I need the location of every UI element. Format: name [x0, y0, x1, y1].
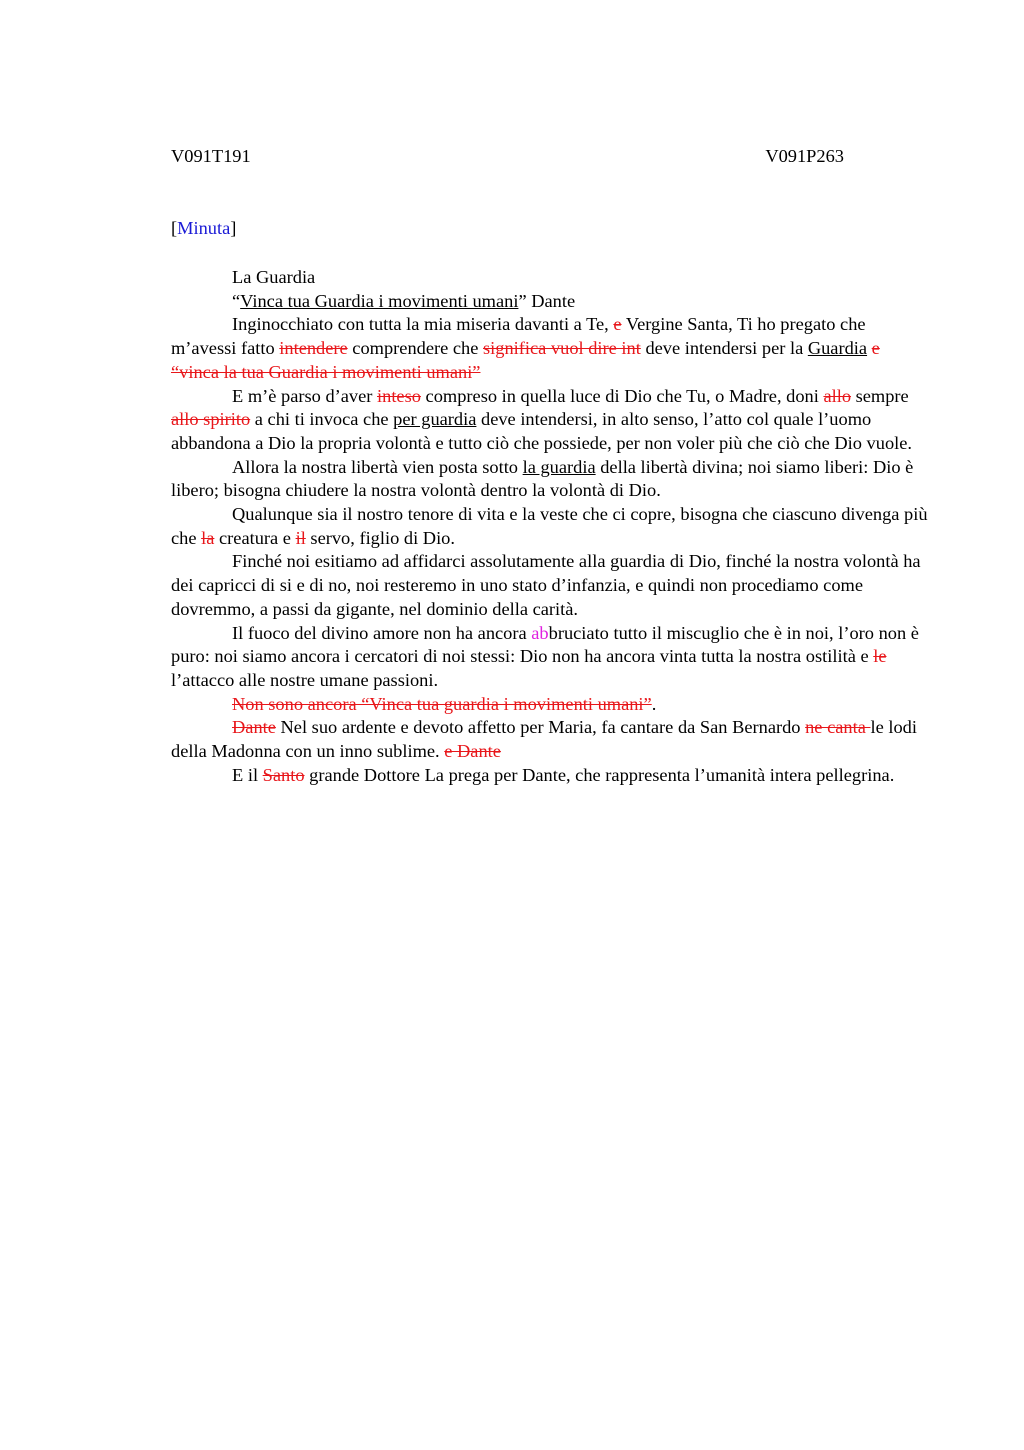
text-segment: deve intendersi, in alto senso, l’atto col quale l’uomo abbandona a Dio la propria volontà e tutto ciò che possiede, per non voler più che ciò che Dio vuole.	[171, 409, 913, 453]
deleted-text: il	[295, 527, 306, 548]
deleted-text: intendere	[279, 338, 348, 359]
paragraph-1	[171, 313, 931, 384]
text-segment: .	[651, 693, 657, 714]
deleted-text: allo spirito	[171, 409, 251, 430]
paragraph-9	[171, 764, 931, 788]
text-segment: Vergine Santa, Ti ho pregato che m’avessi fatto	[171, 314, 866, 359]
deleted-text: inteso	[377, 385, 421, 406]
deleted-text: la	[201, 527, 215, 548]
underlined-text: la guardia	[522, 456, 596, 477]
text-segment: creatura e	[214, 527, 296, 548]
paragraph-6	[171, 622, 931, 693]
deleted-text: le	[873, 646, 887, 667]
volume-code-left: V091T191	[171, 146, 251, 166]
text-segment: Finché noi esitiamo ad affidarci assolutamente alla guardia di Dio, finché la nostra volontà ha dei capricci di si e di no, noi resteremo in uno stato d’infanzia, e quindi non procediamo come dovremmo, a passi da gigante, nel dominio della carità.	[171, 551, 921, 619]
epigraph-quote: Vinca tua Guardia i movimenti umani	[240, 290, 519, 311]
minuta-text: Minuta	[177, 218, 231, 238]
text-segment: grande Dottore La prega per Dante, che rappresenta l’umanità intera pellegrina.	[304, 764, 895, 785]
text-segment: della libertà divina; noi siamo liberi: Dio è libero; bisogna chiudere la nostra volontà dentro la volontà di Dio.	[171, 456, 914, 501]
text-segment: Qualunque sia il nostro tenore di vita e la veste che ci copre, bisogna che ciascuno divenga più che	[171, 504, 928, 548]
text-segment: compreso in quella luce di Dio che Tu, o Madre, doni	[420, 385, 824, 406]
paragraph-3	[171, 456, 931, 503]
text-segment: l’attacco alle nostre umane passioni.	[171, 669, 439, 690]
text-segment: Inginocchiato con tutta la mia miseria davanti a Te,	[232, 314, 614, 335]
epigraph-author: ” Dante	[518, 290, 576, 311]
bracket-open: [	[171, 218, 178, 238]
title-text: La Guardia	[232, 267, 316, 287]
deleted-text: e “vinca la tua Guardia i movimenti umani”	[171, 338, 880, 382]
inserted-text: ab	[531, 622, 549, 643]
deleted-text: e	[613, 314, 622, 335]
document-codes	[171, 146, 844, 170]
text-segment: E il	[232, 764, 263, 785]
paragraph-4	[171, 503, 931, 550]
underlined-text: Guardia	[807, 338, 868, 359]
volume-code-right: V091P263	[765, 146, 844, 166]
text-segment: le lodi della Madonna con un inno sublime.	[171, 717, 917, 762]
deleted-text: e Dante	[444, 741, 501, 762]
text-segment: deve intendersi per la	[640, 338, 808, 359]
paragraph-5	[171, 550, 931, 621]
text-segment: bruciato tutto il miscuglio che è in noi, l’oro non è puro: noi siamo ancora i cercatori di noi stessi: Dio non ha ancora vinta tutta la nostra ostilità e	[171, 622, 919, 667]
deleted-text: Dante	[232, 717, 276, 738]
text-segment: Allora la nostra libertà vien posta sotto	[232, 456, 523, 477]
open-quote: “	[232, 290, 241, 311]
text-segment: a chi ti invoca che	[250, 409, 394, 430]
document-body	[171, 266, 931, 787]
underlined-text: per guardia	[393, 409, 477, 430]
paragraph-7	[171, 693, 931, 717]
paragraph-2	[171, 385, 931, 456]
deleted-text: allo	[823, 385, 852, 406]
text-segment: Nel suo ardente e devoto affetto per Maria, fa cantare da San Bernardo	[275, 717, 806, 738]
deleted-text: Santo	[262, 764, 305, 785]
text-segment: comprendere che	[347, 338, 484, 359]
deleted-text: ne canta	[805, 717, 871, 738]
minuta-label	[171, 218, 236, 239]
text-segment: servo, figlio di Dio.	[305, 527, 455, 548]
text-segment: sempre	[851, 385, 909, 406]
bracket-close: ]	[230, 218, 237, 238]
text-segment: E m’è parso d’aver	[232, 385, 378, 406]
deleted-text: Non sono ancora “Vinca tua guardia i movimenti umani”	[232, 693, 652, 714]
paragraph-8	[171, 716, 931, 763]
deleted-text: significa vuol dire int	[483, 338, 641, 359]
epigraph-line	[171, 290, 931, 314]
text-segment: Il fuoco del divino amore non ha ancora	[232, 622, 532, 643]
title-line	[171, 266, 931, 290]
